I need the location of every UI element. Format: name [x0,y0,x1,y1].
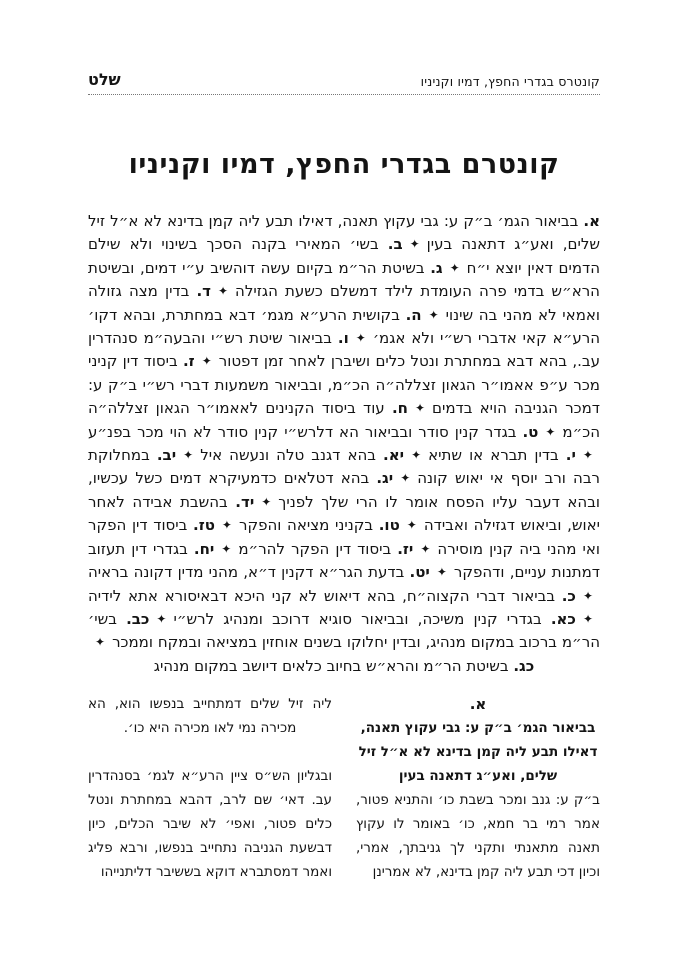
toc-item-number: יז. [397,539,414,558]
running-header-title: קונטרס בגדרי החפץ, דמיו וקניניו [420,74,600,89]
running-header [88,70,600,95]
toc-item-number: טז. [193,516,215,535]
toc-item-number: ו. [337,329,349,348]
section-body-right: ב״ק ע: גנב ומכר בשבת כו׳ והתניא פטור, אמר רמי בר חמא, כו׳ באומר לו עקוץ תאנה מתאנתי ותקני לך גניבתך, אמרי, וכיון דכי תבע ליה קמן בדינא, לא אמרינן [356,792,600,881]
toc-item-number: יד. [235,492,255,511]
star-separator-icon: ✦ [201,354,212,369]
toc-item-number: יח. [193,539,215,558]
column-left [88,692,332,884]
toc-item-number: יט. [409,563,430,582]
star-separator-icon: ✦ [221,541,232,556]
toc-item-number: ט. [522,422,539,441]
table-of-contents: א. בביאור הגמ׳ ב״ק ע: גבי עקוץ תאנה, דאילו תבע ליה קמן בדינא לא א״ל זיל שלים, ואע״ג דתאנה בעין✦ב. בשי׳ המאירי בקנה הסכך בשינוי ולא שילם הדמים דאין יוצא י״ח✦ג. בשיטת הר״מ בקיום עשה דוהשיב ע״י דמים, ובשיטת הרא״ש בדמי פרה העומדת לילד דמשלם כשעת הגזילה✦ד. בדין מצה גזולה ואמאי לא מהני בה שינוי✦ה. בקושית הרע״א מגמ׳ דבא במחתרת, ובהא דקו׳ הרע״א קאי אדברי רש״י ולא אגמ׳✦ו. בביאור שיטת רש״י והבעה״מ סנהדרין עב., בהא דבא במחתרת ונטל כלים ושיברן לאחר זמן דפטור✦ז. ביסוד דין קניני מכר ע״פ אאמו״ר הגאון זצללה״ה הכ״מ, ובביאור משמעות דברי רש״י ב״ק ע: דמכר הגניבה הויא בדמים✦ח. עוד ביסוד הקנינים לאאמו״ר הגאון זצללה״ה הכ״מ✦ט. בגדר קנין סודר ובביאור הא דלרש״י קנין סודר לא הוי מכר בפנ״ע✦י. בדין תברא או שתיא✦יא. בהא דגנב טלה ונעשה איל✦יב. במחלוקת רבה ורב יוסף אי יאוש קונה✦יג. בהא דטלאים כדמעיקרא דמים כשל עכשיו, ובהא דעבר עליו הפסח אומר לו הרי שלך לפניך✦יד. בהשבת אבידה לאחר יאוש, וביאוש דגזילה ואבידה✦טו. בקניני מציאה והפקר✦טז. ביסוד דין הפקר ואי מהני ביה קנין מוסירה✦יז. ביסוד דין הפקר להר״מ✦יח. בגדרי דין תעזוב דמתנות עניים, ודהפקר✦יט. בדעת הגר״א דקנין ד״א, מהני מדין דקונה בראיה✦כ. בביאור דברי הקצוה״ח, בהא דיאוש לא קני היכא דבאיסורא אתא לידיה✦כא. בגדרי קנין משיכה, ובביאור סוגיא דרוכב ומנהיג לרש״י✦כב. בשי׳ הר״מ ברכוב במקום מנהיג, ובדין יחלוקו בשנים אוחזין במציאה ובמקח וממכר✦כג. בשיטת הר״מ והרא״ש בחיוב כלאים דיושב במקום מנהיג [88,212,601,675]
toc-item-number: ז. [182,352,195,371]
section-intro-line: שלים, ואע״ג דתאנה בעין [398,768,558,785]
star-separator-icon: ✦ [355,331,366,346]
page-number: שלט [88,70,121,89]
paragraph-gilyon-hashas: ובגליון הש״ס ציין הרע״א לגמ׳ בסנהדרין עב. דאי׳ שם לרב, דהבא במחתרת ונטל כלים פטור, ואפי׳ לא שיבר הכלים, כיון דבשעת הגניבה נתחייב בנפשו, ורבא פליג ואמר דמסתברא דוקא בששיבר דליתנייהו [88,768,332,881]
toc-item-number: יב. [156,446,177,465]
star-separator-icon: ✦ [414,401,426,416]
toc-item-number: כב. [126,609,150,628]
toc-item-number: יא. [383,446,405,465]
section-intro-line: דאילו תבע ליה קמן בדינא לא א״ל זיל [358,744,598,761]
section-intro [356,716,600,788]
paragraph-end: ליה זיל שלים דמתחייב בנפשו הוא, הא מכירה נמי לאו מכירה היא כו׳. [88,696,332,737]
star-separator-icon: ✦ [420,541,431,556]
star-separator-icon: ✦ [582,588,593,603]
star-separator-icon: ✦ [582,448,593,463]
star-separator-icon: ✦ [428,307,439,322]
toc-item-number: ג. [430,258,443,277]
text-columns [88,692,600,884]
toc-item-number: כג. [513,656,535,675]
toc-item-number: ד. [196,282,211,301]
star-separator-icon: ✦ [261,494,272,509]
star-separator-icon: ✦ [406,518,417,533]
page-content [88,0,600,884]
page-title: קונטרם בגדרי החפץ, דמיו וקניניו [128,149,560,180]
column-right [356,692,600,884]
star-separator-icon: ✦ [400,471,411,486]
star-separator-icon: ✦ [221,518,232,533]
toc-item-number: ה. [405,305,422,324]
star-separator-icon: ✦ [217,284,229,299]
toc-item-number: ח. [391,399,408,418]
toc-item-number: ב. [387,235,403,254]
star-separator-icon: ✦ [582,611,593,626]
section-intro-line: בביאור הגמ׳ ב״ק ע: גבי עקוץ תאנה, [360,720,596,737]
section-heading: א. [469,695,487,714]
star-separator-icon: ✦ [183,448,194,463]
star-separator-icon: ✦ [156,611,167,626]
toc-item-number: א. [583,212,600,230]
toc-item-number: טו. [378,516,400,535]
star-separator-icon: ✦ [545,424,556,439]
star-separator-icon: ✦ [95,635,106,650]
star-separator-icon: ✦ [411,448,422,463]
star-separator-icon: ✦ [409,237,420,252]
toc-item-number: יג. [376,469,394,488]
star-separator-icon: ✦ [436,565,447,580]
toc-item-number: כ. [561,586,576,605]
star-separator-icon: ✦ [449,260,460,275]
toc-item-number: כא. [550,609,576,628]
toc-item-number: י. [565,446,576,465]
